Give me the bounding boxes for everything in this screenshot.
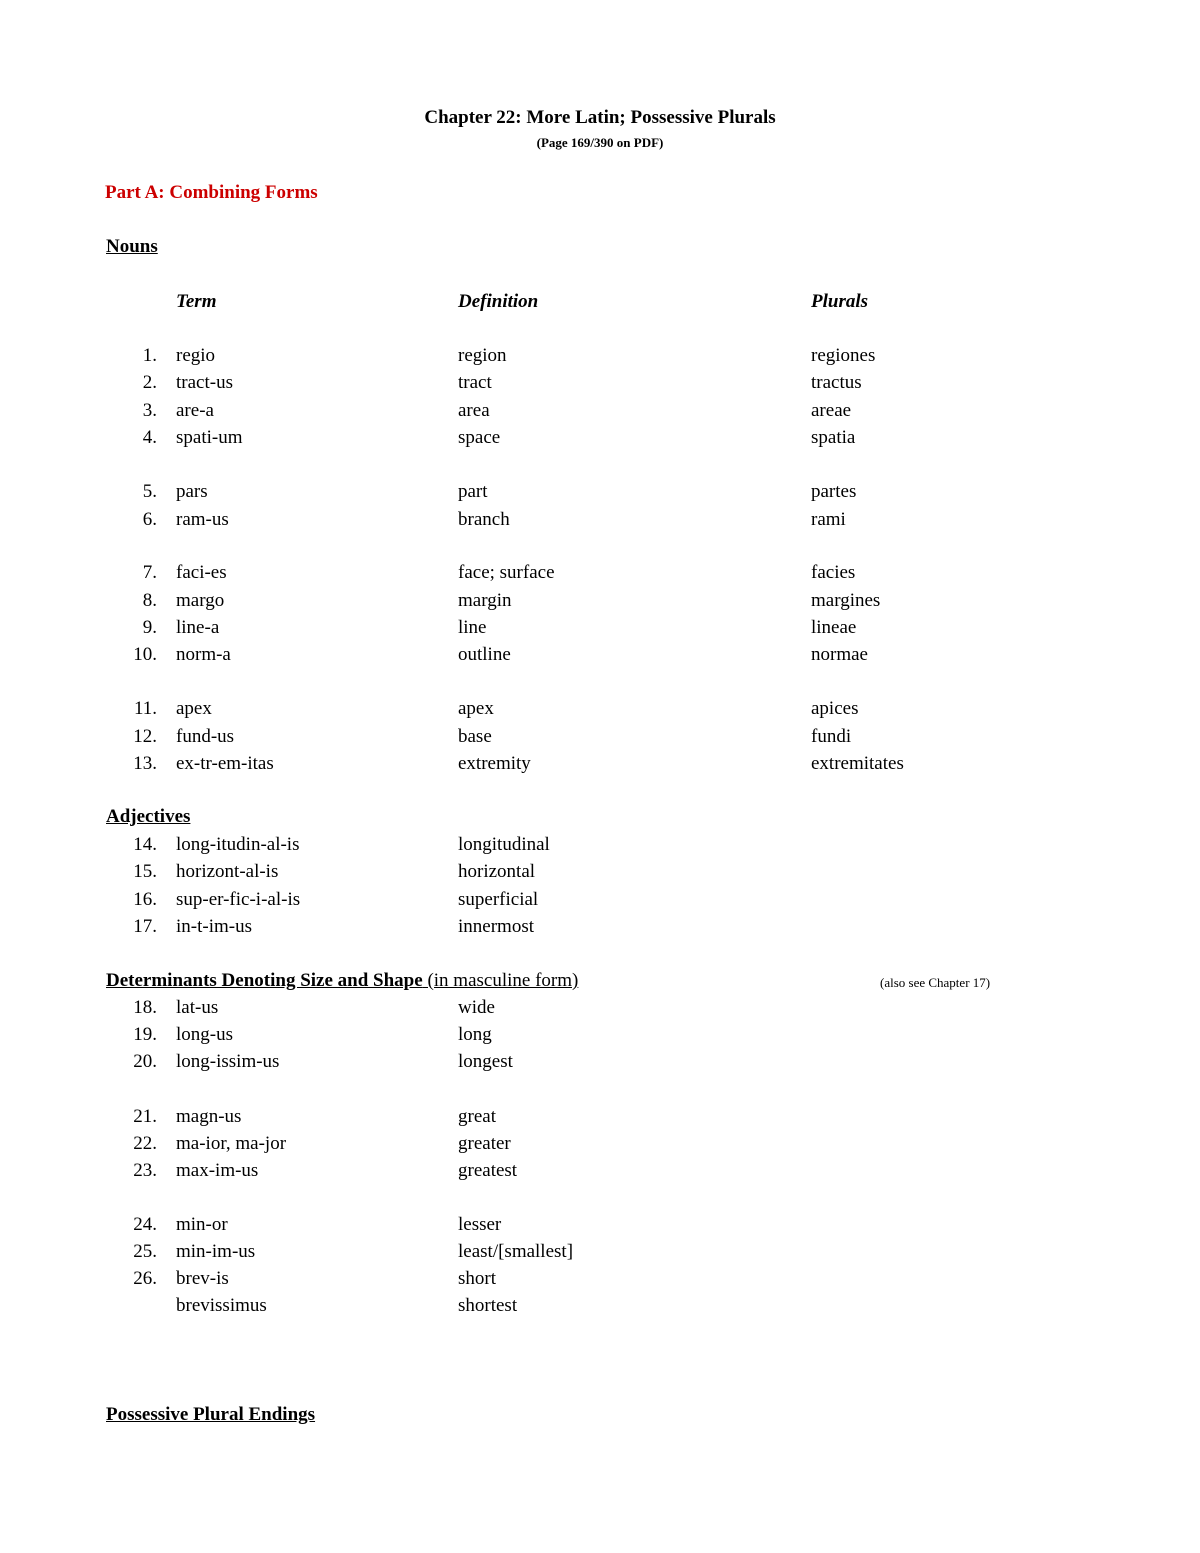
row-number: 8. [142, 590, 157, 611]
row-plural: fundi [811, 726, 852, 747]
row-definition: apex [458, 698, 494, 719]
row-term: ma-ior, ma-jor [176, 1133, 287, 1154]
row-definition: face; surface [458, 562, 555, 583]
row-number: 9. [142, 617, 157, 638]
row-definition: extremity [458, 753, 531, 774]
row-definition: horizontal [458, 861, 536, 882]
row-term: norm-a [176, 644, 231, 665]
row-definition: margin [458, 590, 512, 611]
see-chapter-note: (also see Chapter 17) [880, 975, 991, 990]
row-number: 17. [133, 916, 157, 937]
determinants-heading-suffix: (in masculine form) [422, 970, 579, 991]
row-definition: outline [458, 644, 511, 665]
row-term: horizont-al-is [176, 861, 279, 882]
adjectives-heading: Adjectives [106, 806, 191, 827]
row-term: min-im-us [176, 1241, 256, 1262]
row-plural: extremitates [811, 753, 904, 774]
row-definition: lesser [458, 1214, 502, 1235]
row-number: 4. [142, 427, 157, 448]
row-definition: superficial [458, 889, 539, 910]
row-definition: wide [458, 997, 495, 1018]
possessive-heading: Possessive Plural Endings [106, 1404, 316, 1425]
row-definition: region [458, 345, 507, 366]
row-term: magn-us [176, 1106, 242, 1127]
row-number: 11. [133, 698, 157, 719]
row-term: regio [176, 345, 216, 366]
row-definition: innermost [458, 916, 534, 937]
row-definition: branch [458, 509, 510, 530]
row-number: 2. [142, 372, 157, 393]
row-term: brevissimus [176, 1295, 267, 1316]
row-term: max-im-us [176, 1160, 259, 1181]
row-plural: tractus [811, 372, 862, 393]
row-definition: area [458, 400, 490, 421]
row-term: ex-tr-em-itas [176, 753, 274, 774]
row-definition: line [458, 617, 487, 638]
row-plural: spatia [811, 427, 856, 448]
page-subtitle: (Page 169/390 on PDF) [536, 135, 664, 150]
row-term: pars [176, 481, 208, 502]
column-header-plurals: Plurals [811, 291, 869, 312]
row-plural: apices [811, 698, 859, 719]
row-number: 20. [133, 1051, 157, 1072]
page-title: Chapter 22: More Latin; Possessive Plurals [424, 107, 776, 128]
row-term: long-issim-us [176, 1051, 280, 1072]
row-number: 14. [133, 834, 157, 855]
row-number: 3. [142, 400, 157, 421]
determinants-heading-text: Determinants Denoting Size and Shape [106, 970, 423, 991]
row-definition: longest [458, 1051, 513, 1072]
row-number: 26. [133, 1268, 157, 1289]
row-term: line-a [176, 617, 220, 638]
row-term: min-or [176, 1214, 228, 1235]
row-plural: areae [811, 400, 852, 421]
row-definition: least/[smallest] [458, 1241, 574, 1262]
row-definition: greater [458, 1133, 511, 1154]
row-definition: longitudinal [458, 834, 550, 855]
row-term: fund-us [176, 726, 235, 747]
row-number: 10. [133, 644, 157, 665]
row-number: 21. [133, 1106, 157, 1127]
row-definition: great [458, 1106, 496, 1127]
part-a-title: Part A: Combining Forms [105, 182, 318, 203]
row-definition: part [458, 481, 488, 502]
row-definition: long [458, 1024, 492, 1045]
row-plural: partes [811, 481, 857, 502]
row-term: brev-is [176, 1268, 229, 1289]
row-number: 15. [133, 861, 157, 882]
row-plural: lineae [811, 617, 857, 638]
row-plural: regiones [811, 345, 876, 366]
row-number: 16. [133, 889, 157, 910]
row-number: 5. [142, 481, 157, 502]
row-plural: margines [811, 590, 881, 611]
row-term: in-t-im-us [176, 916, 252, 937]
row-number: 7. [142, 562, 157, 583]
row-definition: base [458, 726, 492, 747]
row-number: 18. [133, 997, 157, 1018]
row-term: long-itudin-al-is [176, 834, 300, 855]
row-number: 13. [133, 753, 157, 774]
row-plural: facies [811, 562, 856, 583]
nouns-heading: Nouns [106, 236, 158, 257]
row-term: are-a [176, 400, 214, 421]
row-plural: normae [811, 644, 868, 665]
row-number: 1. [142, 345, 157, 366]
row-number: 12. [133, 726, 157, 747]
row-number: 19. [133, 1024, 157, 1045]
row-number: 6. [142, 509, 157, 530]
row-term: spati-um [176, 427, 243, 448]
column-header-definition: Definition [458, 291, 539, 312]
row-term: apex [176, 698, 212, 719]
row-definition: shortest [458, 1295, 518, 1316]
row-definition: greatest [458, 1160, 518, 1181]
row-definition: tract [458, 372, 492, 393]
row-term: tract-us [176, 372, 233, 393]
row-number: 22. [133, 1133, 157, 1154]
row-term: faci-es [176, 562, 227, 583]
row-plural: rami [811, 509, 846, 530]
column-header-term: Term [176, 291, 217, 312]
row-term: ram-us [176, 509, 229, 530]
row-number: 23. [133, 1160, 157, 1181]
row-number: 24. [133, 1214, 157, 1235]
row-definition: short [458, 1268, 496, 1289]
determinants-heading [106, 970, 578, 992]
row-term: lat-us [176, 997, 219, 1018]
row-term: long-us [176, 1024, 233, 1045]
row-term: margo [176, 590, 225, 611]
row-definition: space [458, 427, 501, 448]
row-number: 25. [133, 1241, 157, 1262]
row-term: sup-er-fic-i-al-is [176, 889, 301, 910]
